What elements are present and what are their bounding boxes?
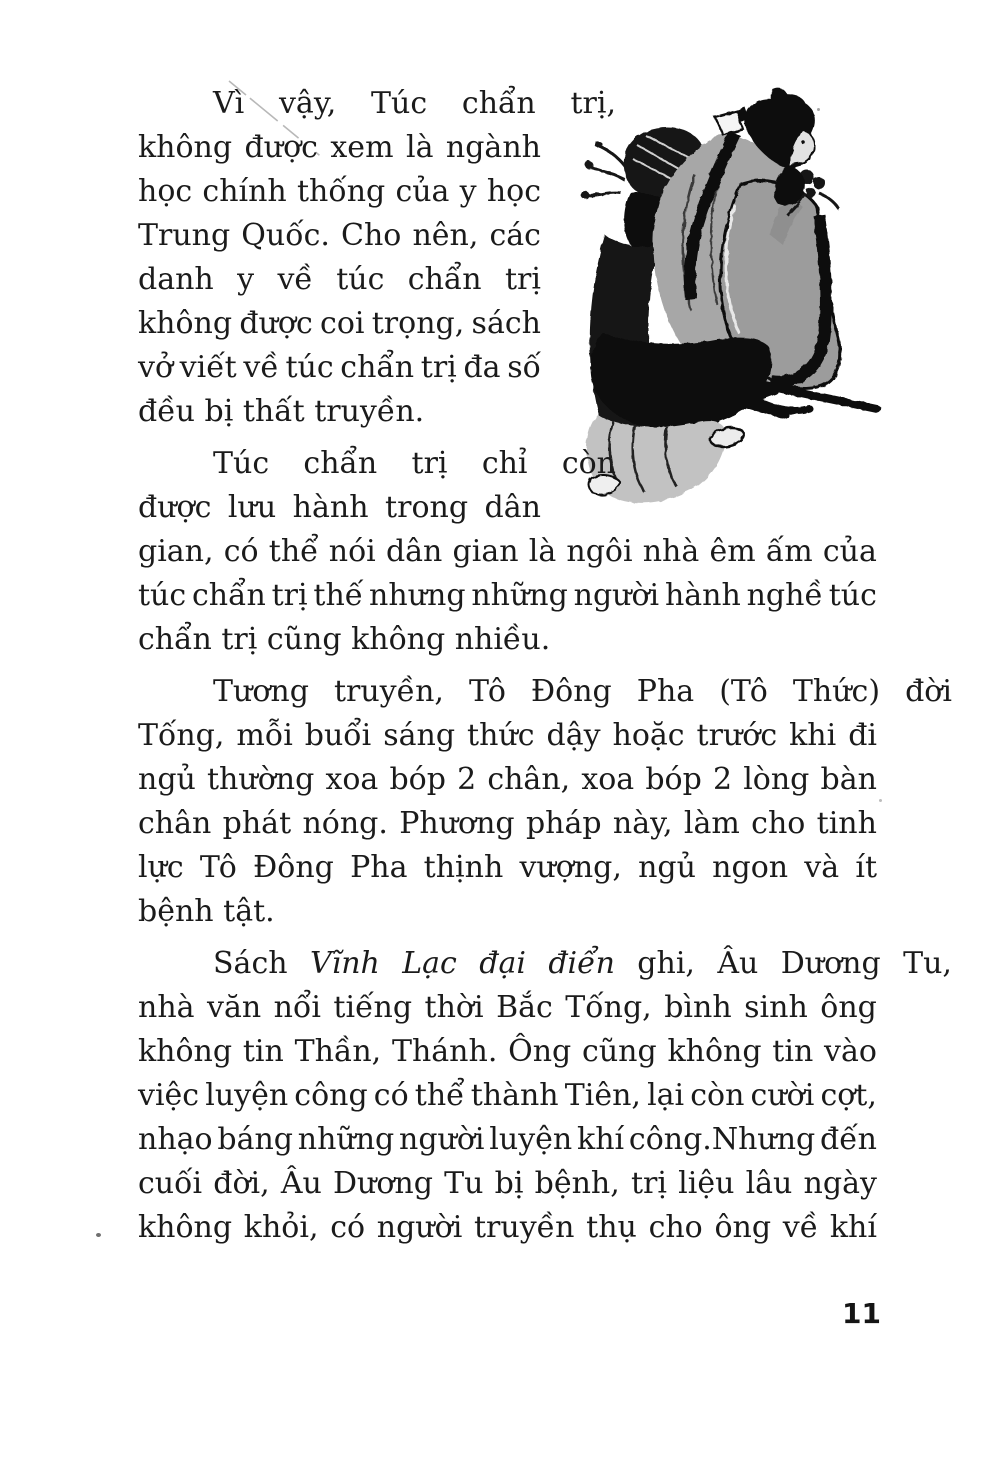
- word: dân: [484, 490, 541, 525]
- word: Dương: [333, 1166, 433, 1201]
- word: cho: [648, 1210, 703, 1245]
- word: bóp: [389, 762, 446, 797]
- word: thức: [467, 718, 535, 753]
- word: gian: [452, 534, 519, 569]
- word: Thức): [792, 674, 881, 709]
- word: hành: [292, 490, 369, 525]
- text-line: [138, 486, 541, 530]
- page-text: [138, 82, 952, 1250]
- word: đa: [463, 350, 501, 385]
- word: các: [489, 218, 541, 253]
- word: cuối: [138, 1166, 203, 1201]
- word: Vĩnh: [309, 946, 380, 981]
- word: Thánh.: [391, 1034, 498, 1069]
- word: liệu: [678, 1166, 735, 1201]
- word: có: [373, 1078, 409, 1113]
- word: Bắc: [496, 990, 553, 1025]
- word: của: [395, 174, 450, 209]
- text-line: [138, 1118, 877, 1162]
- word: khí: [577, 1122, 625, 1157]
- word: bàn: [820, 762, 877, 797]
- word: công.Nhưng: [628, 1122, 816, 1157]
- word: nhà: [642, 534, 700, 569]
- word: trị: [504, 262, 541, 297]
- word: đời,: [213, 1166, 270, 1201]
- word: lực: [138, 850, 184, 885]
- word: Quốc.: [241, 218, 330, 253]
- text-line: [138, 846, 877, 890]
- word: trị: [271, 578, 308, 613]
- word: chính: [202, 174, 287, 209]
- word: và: [804, 850, 840, 885]
- word: trị: [420, 350, 457, 385]
- word: tin: [242, 1034, 284, 1069]
- word: gian,: [138, 534, 214, 569]
- word: Tô: [199, 850, 237, 885]
- word: là: [405, 130, 434, 165]
- word: báng: [217, 1122, 293, 1157]
- word: chẩn: [407, 262, 482, 297]
- text-line: [138, 986, 877, 1030]
- word: nhà: [138, 990, 195, 1025]
- word: đời: [905, 674, 952, 709]
- word: 2: [712, 762, 733, 797]
- word: sách: [471, 306, 541, 341]
- word: về: [243, 350, 279, 385]
- word: Pha: [636, 674, 695, 709]
- word: lòng: [743, 762, 810, 797]
- text-line: [138, 1162, 877, 1206]
- word: thịnh: [423, 850, 504, 885]
- word: bóp: [645, 762, 702, 797]
- word: thống: [296, 174, 386, 209]
- word: ngày: [803, 1166, 877, 1201]
- word: vào: [824, 1034, 877, 1069]
- word: luyện: [205, 1078, 289, 1113]
- paragraph-4: [138, 942, 952, 1250]
- word: được: [138, 490, 212, 525]
- word: ngon: [712, 850, 789, 885]
- word: ngủ: [638, 850, 696, 885]
- word: học: [486, 174, 541, 209]
- text-line: [138, 574, 877, 618]
- word: Sách: [213, 946, 288, 981]
- word: chân: [138, 806, 212, 841]
- word: hành: [664, 578, 741, 613]
- word: Túc: [213, 446, 270, 481]
- word: tinh: [816, 806, 877, 841]
- word: ngành: [445, 130, 541, 165]
- word: ông: [714, 1210, 772, 1245]
- word: Tương: [213, 674, 309, 709]
- word: cho: [751, 806, 806, 841]
- word: Tô: [468, 674, 506, 709]
- word: việc: [138, 1078, 200, 1113]
- word: người: [376, 1210, 463, 1245]
- word: nhưng: [369, 578, 466, 613]
- word: coi: [320, 306, 365, 341]
- word: Dương: [780, 946, 881, 981]
- word: Âu: [717, 946, 759, 981]
- word: được: [244, 130, 318, 165]
- word: công: [294, 1078, 368, 1113]
- word: thụ: [586, 1210, 637, 1245]
- word: dậy: [546, 718, 601, 753]
- word: thế: [313, 578, 364, 613]
- word: sáng: [383, 718, 456, 753]
- word: danh: [138, 262, 214, 297]
- word: chẩn: [191, 578, 266, 613]
- word: viết: [179, 350, 237, 385]
- word: trị: [630, 1166, 667, 1201]
- word: của: [822, 534, 877, 569]
- word: còn: [561, 446, 616, 481]
- text-line: [138, 214, 541, 258]
- word: êm: [709, 534, 756, 569]
- word: vậy,: [278, 86, 337, 121]
- text-line: đều bị thất truyền.: [138, 394, 425, 429]
- word: vượng,: [519, 850, 622, 885]
- paragraph-3: [138, 670, 952, 934]
- word: tiếng: [333, 990, 413, 1025]
- text-line: [138, 442, 616, 486]
- word: ít: [855, 850, 877, 885]
- word: Tu,: [903, 946, 952, 981]
- word: ông: [820, 990, 877, 1025]
- word: có: [330, 1210, 366, 1245]
- text-line: [138, 82, 616, 126]
- text-line: [138, 670, 952, 714]
- word: lâu: [745, 1166, 793, 1201]
- text-line: [138, 758, 877, 802]
- word: nói: [328, 534, 376, 569]
- word: thể: [268, 534, 319, 569]
- word: người: [573, 578, 660, 613]
- text-line: [138, 1030, 877, 1074]
- word: y: [237, 262, 255, 297]
- word: Pha: [350, 850, 408, 885]
- word: lại: [647, 1078, 685, 1113]
- word: trước: [696, 718, 778, 753]
- word: buổi: [304, 718, 372, 753]
- word: Âu: [280, 1166, 322, 1201]
- word: chẩn: [303, 446, 378, 481]
- paragraph-2: [138, 442, 877, 662]
- word: không: [138, 306, 233, 341]
- word: người: [399, 1122, 485, 1157]
- word: thời: [424, 990, 484, 1025]
- word: không: [138, 1210, 233, 1245]
- word: có: [223, 534, 259, 569]
- word: truyền,: [333, 674, 444, 709]
- word: pháp: [525, 806, 602, 841]
- paragraph-1: [138, 82, 877, 434]
- word: túc: [285, 350, 334, 385]
- word: được: [239, 306, 313, 341]
- word: không: [138, 130, 233, 165]
- word: nghề: [746, 578, 823, 613]
- word: chân,: [487, 762, 571, 797]
- word: nóng.: [302, 806, 388, 841]
- word: những: [297, 1122, 395, 1157]
- word: mỗi: [236, 718, 293, 753]
- word: ghi,: [637, 946, 695, 981]
- text-line: chẩn trị cũng không nhiều.: [138, 622, 551, 657]
- word: Đông: [530, 674, 612, 709]
- word: đến: [820, 1122, 877, 1157]
- word: Phương: [399, 806, 515, 841]
- word: không: [667, 1034, 762, 1069]
- word: chẩn: [461, 86, 536, 121]
- word: khỏi,: [243, 1210, 319, 1245]
- word: trị: [411, 446, 448, 481]
- word: đại: [479, 946, 526, 981]
- word: (Tô: [719, 674, 768, 709]
- word: hoặc: [612, 718, 685, 753]
- word: những: [471, 578, 568, 613]
- word: ấm: [765, 534, 813, 569]
- text-line: [138, 258, 541, 302]
- word: làm: [683, 806, 740, 841]
- word: y: [459, 174, 477, 209]
- word: vở: [138, 350, 174, 385]
- word: Tiên,: [564, 1078, 641, 1113]
- word: nên,: [412, 218, 479, 253]
- word: Trung: [138, 218, 231, 253]
- word: xoa: [325, 762, 379, 797]
- word: đi: [848, 718, 877, 753]
- word: luyện: [489, 1122, 573, 1157]
- text-line: [138, 126, 541, 170]
- page-number: 11: [842, 1297, 881, 1330]
- word: Túc: [371, 86, 428, 121]
- word: cợt,: [820, 1078, 877, 1113]
- word: Tống,: [565, 990, 652, 1025]
- word: trọng,: [371, 306, 465, 341]
- word: chỉ: [481, 446, 528, 481]
- word: cười: [750, 1078, 815, 1113]
- word: bệnh,: [534, 1166, 620, 1201]
- word: là: [528, 534, 557, 569]
- word: truyền: [474, 1210, 575, 1245]
- word: này,: [612, 806, 673, 841]
- word: Tống,: [138, 718, 225, 753]
- text-line: [138, 1206, 877, 1250]
- word: túc: [138, 578, 187, 613]
- word: túc: [336, 262, 385, 297]
- word: Vì: [213, 86, 245, 121]
- word: Đông: [253, 850, 334, 885]
- scan-speck: [879, 799, 882, 802]
- word: cũng: [582, 1034, 657, 1069]
- word: ngôi: [566, 534, 633, 569]
- word: thành: [470, 1078, 559, 1113]
- word: Tu: [444, 1166, 484, 1201]
- word: về: [782, 1210, 819, 1245]
- text-line: [138, 346, 541, 390]
- word: về: [277, 262, 313, 297]
- word: văn: [207, 990, 262, 1025]
- word: 2: [457, 762, 477, 797]
- word: nổi: [273, 990, 321, 1025]
- word: thường: [207, 762, 315, 797]
- word: học: [138, 174, 193, 209]
- word: số: [507, 350, 541, 385]
- word: trong: [385, 490, 469, 525]
- word: khi: [789, 718, 837, 753]
- word: xem: [330, 130, 394, 165]
- word: dân: [385, 534, 443, 569]
- word: túc: [828, 578, 877, 613]
- word: trị,: [570, 86, 616, 121]
- word: Ông: [508, 1034, 572, 1069]
- text-line: [138, 714, 877, 758]
- word: điển: [548, 946, 615, 981]
- word: Thần,: [294, 1034, 382, 1069]
- word: thể: [414, 1078, 465, 1113]
- word: Lạc: [402, 946, 457, 981]
- word: không: [138, 1034, 233, 1069]
- text-line: [138, 802, 877, 846]
- word: còn: [690, 1078, 745, 1113]
- word: khí: [829, 1210, 877, 1245]
- word: bình: [664, 990, 732, 1025]
- text-line-with-book-title: [138, 942, 952, 986]
- text-line: [138, 530, 877, 574]
- word: Cho: [341, 218, 402, 253]
- text-line: [138, 1074, 877, 1118]
- text-line: [138, 170, 541, 214]
- word: sinh: [744, 990, 808, 1025]
- word: xoa: [581, 762, 635, 797]
- text-line: [138, 302, 541, 346]
- word: lưu: [227, 490, 277, 525]
- word: ngủ: [138, 762, 196, 797]
- word: tin: [772, 1034, 814, 1069]
- text-line: bệnh tật.: [138, 894, 275, 929]
- scan-speck: [96, 1233, 101, 1237]
- word: nhạo: [138, 1122, 213, 1157]
- word: phát: [222, 806, 292, 841]
- word: chẩn: [340, 350, 415, 385]
- word: bị: [494, 1166, 524, 1201]
